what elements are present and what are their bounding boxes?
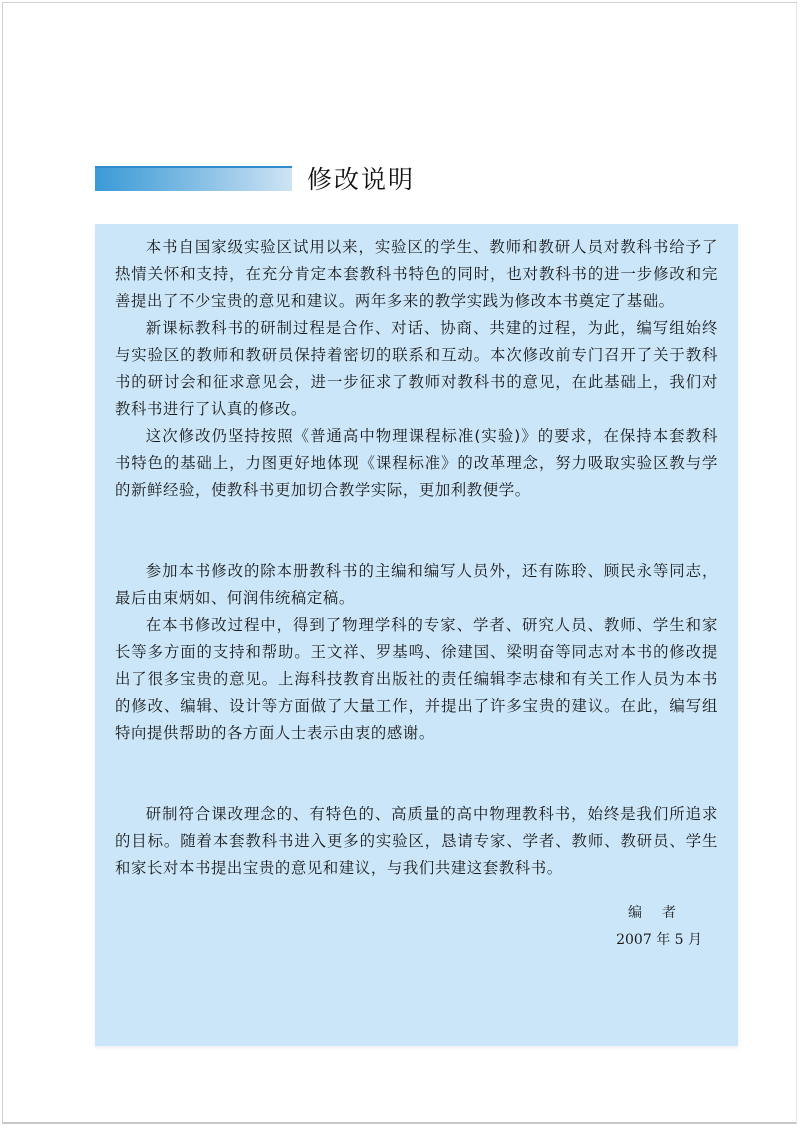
page-title: 修改说明 <box>307 165 416 194</box>
paragraph: 在本书修改过程中，得到了物理学科的专家、学者、研究人员、教师、学生和家长等多方面的支持和帮助。王文祥、罗基鸣、徐建国、梁明奋等同志对本书的修改提出了很多宝贵的意见。上海科技教育出版社的责任编辑李志棣和有关工作人员为本书的修改、编辑、设计等方面做了大量工作，并提出了许多宝贵的建议。在此，编写组特向提供帮助的各方面人士表示由衷的感谢。 <box>115 616 718 742</box>
paragraph: 新课标教科书的研制过程是合作、对话、协商、共建的过程，为此，编写组始终与实验区的教师和教研员保持着密切的联系和互动。本次修改前专门召开了关于教科书的研讨会和征求意见会，进一步征求了教师对教科书的意见，在此基础上，我们对教科书进行了认真的修改。 <box>115 319 718 418</box>
paragraph: 这次修改仍坚持按照《普通高中物理课程标准(实验)》的要求，在保持本套教科书特色的基础上，力图更好地体现《课程标准》的改革理念，努力吸取实验区教与学的新鲜经验，使教科书更加切合教学实际，更加利教便学。 <box>115 427 718 499</box>
signature-date: 2007 年 5 月 <box>616 932 702 948</box>
title-accent-bar <box>95 166 292 191</box>
content-box <box>95 224 738 1046</box>
signature-block <box>616 900 702 954</box>
signature-author: 编者 <box>628 905 696 921</box>
paragraph: 本书自国家级实验区试用以来，实验区的学生、教师和教研人员对教科书给予了热情关怀和支持，在充分肯定本套教科书特色的同时，也对教科书的进一步修改和完善提出了不少宝贵的意见和建议。两年多来的教学实践为修改本书奠定了基础。 <box>115 238 718 310</box>
paragraph: 参加本书修改的除本册教科书的主编和编写人员外，还有陈聆、顾民永等同志，最后由束炳如、何润伟统稿定稿。 <box>115 562 718 607</box>
section-spacer <box>115 504 718 558</box>
section-spacer <box>115 747 718 801</box>
paragraph: 研制符合课改理念的、有特色的、高质量的高中物理教科书，始终是我们所追求的目标。随着本套教科书进入更多的实验区，恳请专家、学者、教师、教研员、学生和家长对本书提出宝贵的意见和建议，与我们共建这套教科书。 <box>115 805 718 877</box>
